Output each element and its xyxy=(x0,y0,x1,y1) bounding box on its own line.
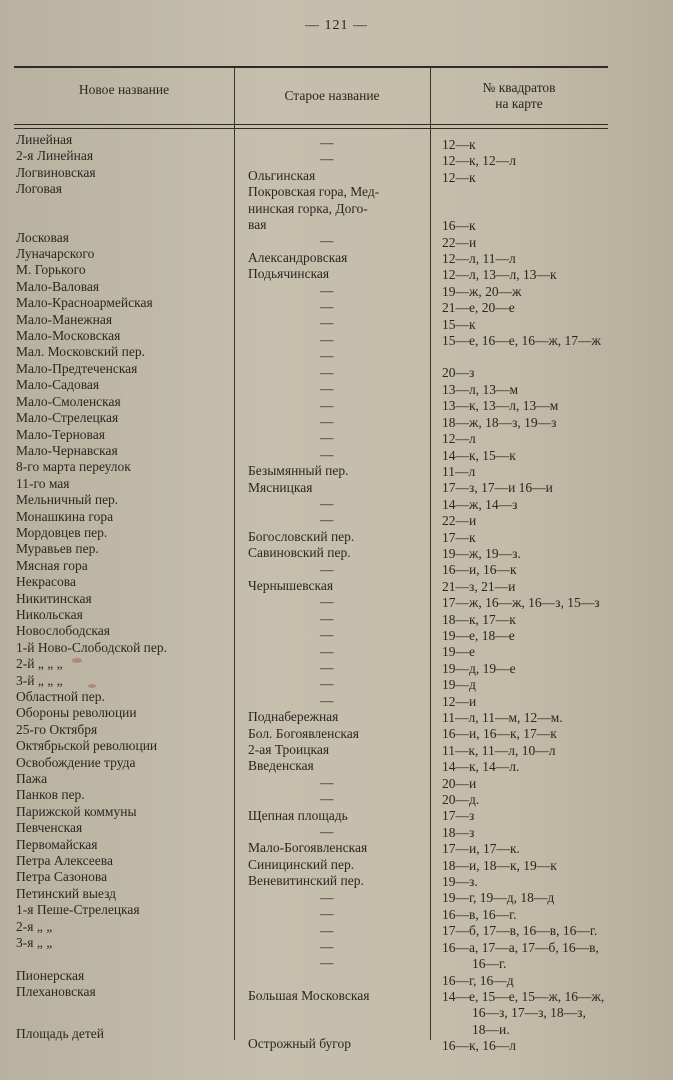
square-ref: 21—з, 21—и xyxy=(442,578,516,594)
square-ref: 19—з. xyxy=(442,874,478,890)
table-top-rule xyxy=(14,66,608,68)
old-name: — xyxy=(320,315,334,331)
square-ref: 22—и xyxy=(442,513,477,529)
old-name: Поднабережная xyxy=(248,709,339,725)
old-name: нинская горка, Дого- xyxy=(248,200,368,216)
square-ref: 22—и xyxy=(442,234,477,250)
new-name: Мясная гора xyxy=(16,557,88,573)
square-ref: 20—и xyxy=(442,775,477,791)
old-name: Чернышевская xyxy=(248,577,334,593)
square-ref: 12—л xyxy=(442,431,476,447)
new-name: Площадь детей xyxy=(16,1026,105,1042)
square-ref: 18—и, 18—к, 19—к xyxy=(442,857,557,873)
new-name: Мало-Чернавская xyxy=(16,442,118,458)
square-ref: 19—е xyxy=(442,644,475,660)
page-number: — 121 — xyxy=(305,18,368,33)
old-name: — xyxy=(320,955,334,971)
old-name: Безымянный пер. xyxy=(248,463,349,479)
new-name: 2-я „ „ xyxy=(16,918,53,934)
old-name: Ольгинская xyxy=(248,167,316,183)
old-name: — xyxy=(320,774,334,790)
square-ref: 14—к, 14—л. xyxy=(442,759,520,775)
old-name: Савиновский пер. xyxy=(248,545,351,561)
header-squares xyxy=(430,80,608,112)
old-name: Александровская xyxy=(248,249,348,265)
new-name: Пионерская xyxy=(16,967,85,983)
old-name: Мало-Богоявленская xyxy=(248,840,368,856)
square-ref: 14—е, 15—е, 15—ж, 16—ж, xyxy=(442,988,605,1004)
ink-stain xyxy=(88,684,96,688)
header-squares-line1: № квадратов xyxy=(482,80,556,95)
old-name: Введенская xyxy=(248,758,314,774)
old-name: — xyxy=(320,512,334,528)
new-name: 1-й Ново-Слободской пер. xyxy=(16,639,168,655)
new-name: Некрасова xyxy=(16,574,76,590)
square-ref: 14—ж, 14—з xyxy=(442,496,518,512)
new-name: Логовая xyxy=(16,181,62,197)
new-name: 1-я Пеше-Стрелецкая xyxy=(16,902,140,918)
new-name: Мало-Красноармейская xyxy=(16,295,153,311)
old-name: — xyxy=(320,364,334,380)
old-name: — xyxy=(320,413,334,429)
new-name: Обороны революции xyxy=(16,705,137,721)
new-name: Мордовцев пер. xyxy=(16,524,108,540)
old-name: — xyxy=(320,151,334,167)
square-ref: 19—д, 19—е xyxy=(442,660,516,676)
new-name: Мал. Московский пер. xyxy=(16,344,145,360)
square-ref: 17—к xyxy=(442,529,476,545)
new-name: Мало-Валовая xyxy=(16,278,100,294)
new-name: Монашкина гора xyxy=(16,508,114,524)
new-name: 3-й „ „ „ xyxy=(16,672,63,688)
square-ref: 19—ж, 19—з. xyxy=(442,545,521,561)
old-name: — xyxy=(320,627,334,643)
new-name: Мало-Терновая xyxy=(16,426,105,442)
square-ref: 18—и. xyxy=(472,1021,510,1037)
square-ref: 21—е, 20—е xyxy=(442,300,515,316)
new-name: Октябрьской революции xyxy=(16,738,158,754)
new-name: 8-го марта переулок xyxy=(16,459,131,475)
square-ref: 12—к xyxy=(442,169,476,185)
new-name: 11-го мая xyxy=(16,475,70,491)
new-name: Мало-Предтеченская xyxy=(16,360,138,376)
old-name: — xyxy=(320,299,334,315)
square-ref: 12—и xyxy=(442,693,477,709)
square-ref: 18—з xyxy=(442,824,475,840)
old-name: — xyxy=(320,495,334,511)
new-name: Первомайская xyxy=(16,836,98,852)
square-ref: 17—б, 17—в, 16—в, 16—г. xyxy=(442,923,598,939)
square-ref: 20—д. xyxy=(442,792,480,808)
old-name: — xyxy=(320,889,334,905)
square-ref: 18—к, 17—к xyxy=(442,611,516,627)
header-new-name: Новое название xyxy=(78,82,170,97)
old-name: Бол. Богоявленская xyxy=(248,725,359,741)
square-ref: 16—з, 17—з, 18—з, xyxy=(472,1005,586,1021)
square-ref: 16—к, 16—л xyxy=(442,1038,517,1054)
old-name: — xyxy=(320,561,334,577)
square-ref: 17—ж, 16—ж, 16—з, 15—з xyxy=(442,595,600,611)
new-name: Мало-Стрелецкая xyxy=(16,410,119,426)
new-name: Никольская xyxy=(16,606,83,622)
new-name: 2-й „ „ „ xyxy=(16,656,63,672)
new-name: Областной пер. xyxy=(16,689,105,704)
old-name: — xyxy=(320,381,334,397)
square-ref: 13—л, 13—м xyxy=(442,381,519,397)
square-ref: 19—д xyxy=(442,677,476,693)
old-name: — xyxy=(320,676,334,692)
square-ref: 19—г, 19—д, 18—д xyxy=(442,890,555,906)
new-name: Мало-Смоленская xyxy=(16,393,121,409)
ink-stain xyxy=(72,658,82,663)
column-divider xyxy=(430,68,431,1040)
new-name: Петра Алексеева xyxy=(16,853,113,869)
new-name: Муравьев пер. xyxy=(16,541,99,557)
old-name: — xyxy=(320,610,334,626)
new-name: Мало-Садовая xyxy=(16,377,100,393)
square-ref: 11—л, 11—м, 12—м. xyxy=(442,710,563,725)
old-name: Мясницкая xyxy=(248,479,313,495)
square-ref: 16—и, 16—к xyxy=(442,562,517,578)
new-name: Логвиновская xyxy=(16,164,96,180)
old-name: Синицинский пер. xyxy=(248,856,355,872)
old-name: — xyxy=(320,397,334,413)
new-name: Плехановская xyxy=(16,983,96,999)
square-ref: 12—л, 11—л xyxy=(442,251,516,267)
new-name: Мало-Московская xyxy=(16,328,121,344)
new-name: Певченская xyxy=(16,820,83,836)
old-name: — xyxy=(320,791,334,807)
old-names-column xyxy=(248,135,428,1053)
old-name: — xyxy=(320,594,334,610)
square-ref: 16—г. xyxy=(472,956,507,972)
square-ref: 17—з xyxy=(442,808,475,824)
new-name: Лосковая xyxy=(16,229,69,245)
square-ref: 17—и, 17—к. xyxy=(442,841,520,857)
old-name: — xyxy=(320,446,334,462)
header-old-name: Старое название xyxy=(284,88,380,103)
square-ref: 20—з xyxy=(442,365,475,381)
new-name: Мельничный пер. xyxy=(16,492,119,508)
square-ref: 19—е, 18—е xyxy=(442,627,515,643)
new-name: Линейная xyxy=(16,132,73,147)
old-name: — xyxy=(320,643,334,659)
square-ref: 14—к, 15—к xyxy=(442,447,516,463)
old-name: — xyxy=(320,135,334,150)
new-name: Парижской коммуны xyxy=(16,803,137,819)
new-name: Мало-Манежная xyxy=(16,311,113,327)
new-names-column xyxy=(16,132,232,1043)
header-rule-double xyxy=(14,128,608,129)
square-ref: 18—ж, 18—з, 19—з xyxy=(442,414,557,430)
old-name: 2-ая Троицкая xyxy=(248,742,330,758)
new-name: Петра Сазонова xyxy=(16,869,108,885)
square-ref: 12—к, 12—л xyxy=(442,153,517,169)
old-name: Богословский пер. xyxy=(248,528,355,544)
old-name: Острожный бугор xyxy=(248,1036,351,1052)
old-name: Щепная площадь xyxy=(248,807,348,823)
square-ref: 16—г, 16—д xyxy=(442,972,514,988)
square-ref: 11—к, 11—л, 10—л xyxy=(442,742,556,758)
square-ref: 16—а, 17—а, 17—б, 16—в, xyxy=(442,939,599,955)
square-ref: 19—ж, 20—ж xyxy=(442,283,522,299)
old-name: — xyxy=(320,660,334,675)
old-name: Большая Московская xyxy=(248,987,370,1003)
square-ref: 15—к xyxy=(442,316,476,332)
new-name: Панков пер. xyxy=(16,787,85,803)
new-name: Новослободская xyxy=(16,623,110,639)
old-name: — xyxy=(320,348,334,364)
old-name: — xyxy=(320,282,334,298)
new-name: 25-го Октября xyxy=(16,721,98,737)
new-name: Никитинская xyxy=(16,590,92,606)
old-name: — xyxy=(320,331,334,347)
new-name: М. Горького xyxy=(16,262,86,278)
old-name: Подьячинская xyxy=(248,266,330,282)
old-name: — xyxy=(320,692,334,708)
old-name: — xyxy=(320,233,334,249)
new-name: Освобождение труда xyxy=(16,754,136,770)
square-ref: 13—к, 13—л, 13—м xyxy=(442,398,559,414)
new-name: 2-я Линейная xyxy=(16,148,94,164)
old-name: — xyxy=(320,906,334,922)
square-ref: 16—и, 16—к, 17—к xyxy=(442,726,557,742)
new-name: Луначарского xyxy=(16,246,95,262)
old-name: Покровская гора, Мед- xyxy=(248,184,380,200)
header-rule xyxy=(14,124,608,125)
old-name: Веневитинский пер. xyxy=(248,873,364,889)
old-name: — xyxy=(320,938,334,954)
old-name: — xyxy=(320,922,334,938)
new-name: Петинский выезд xyxy=(16,885,117,901)
square-ref: 12—к xyxy=(442,137,476,152)
old-name: — xyxy=(320,430,334,446)
new-name: 3-я „ „ xyxy=(16,935,53,951)
squares-column xyxy=(442,137,670,1055)
square-ref: 11—л xyxy=(442,463,476,479)
header-squares-line2: на карте xyxy=(495,96,543,111)
square-ref: 15—е, 16—е, 16—ж, 17—ж xyxy=(442,333,601,349)
square-ref: 12—л, 13—л, 13—к xyxy=(442,267,557,283)
square-ref: 17—з, 17—и 16—и xyxy=(442,480,553,496)
column-divider xyxy=(234,68,235,1040)
new-name: Пажа xyxy=(16,771,48,787)
old-name: вая xyxy=(248,217,267,233)
square-ref: 16—к xyxy=(442,218,476,234)
square-ref: 16—в, 16—г. xyxy=(442,906,517,922)
old-name: — xyxy=(320,824,334,840)
